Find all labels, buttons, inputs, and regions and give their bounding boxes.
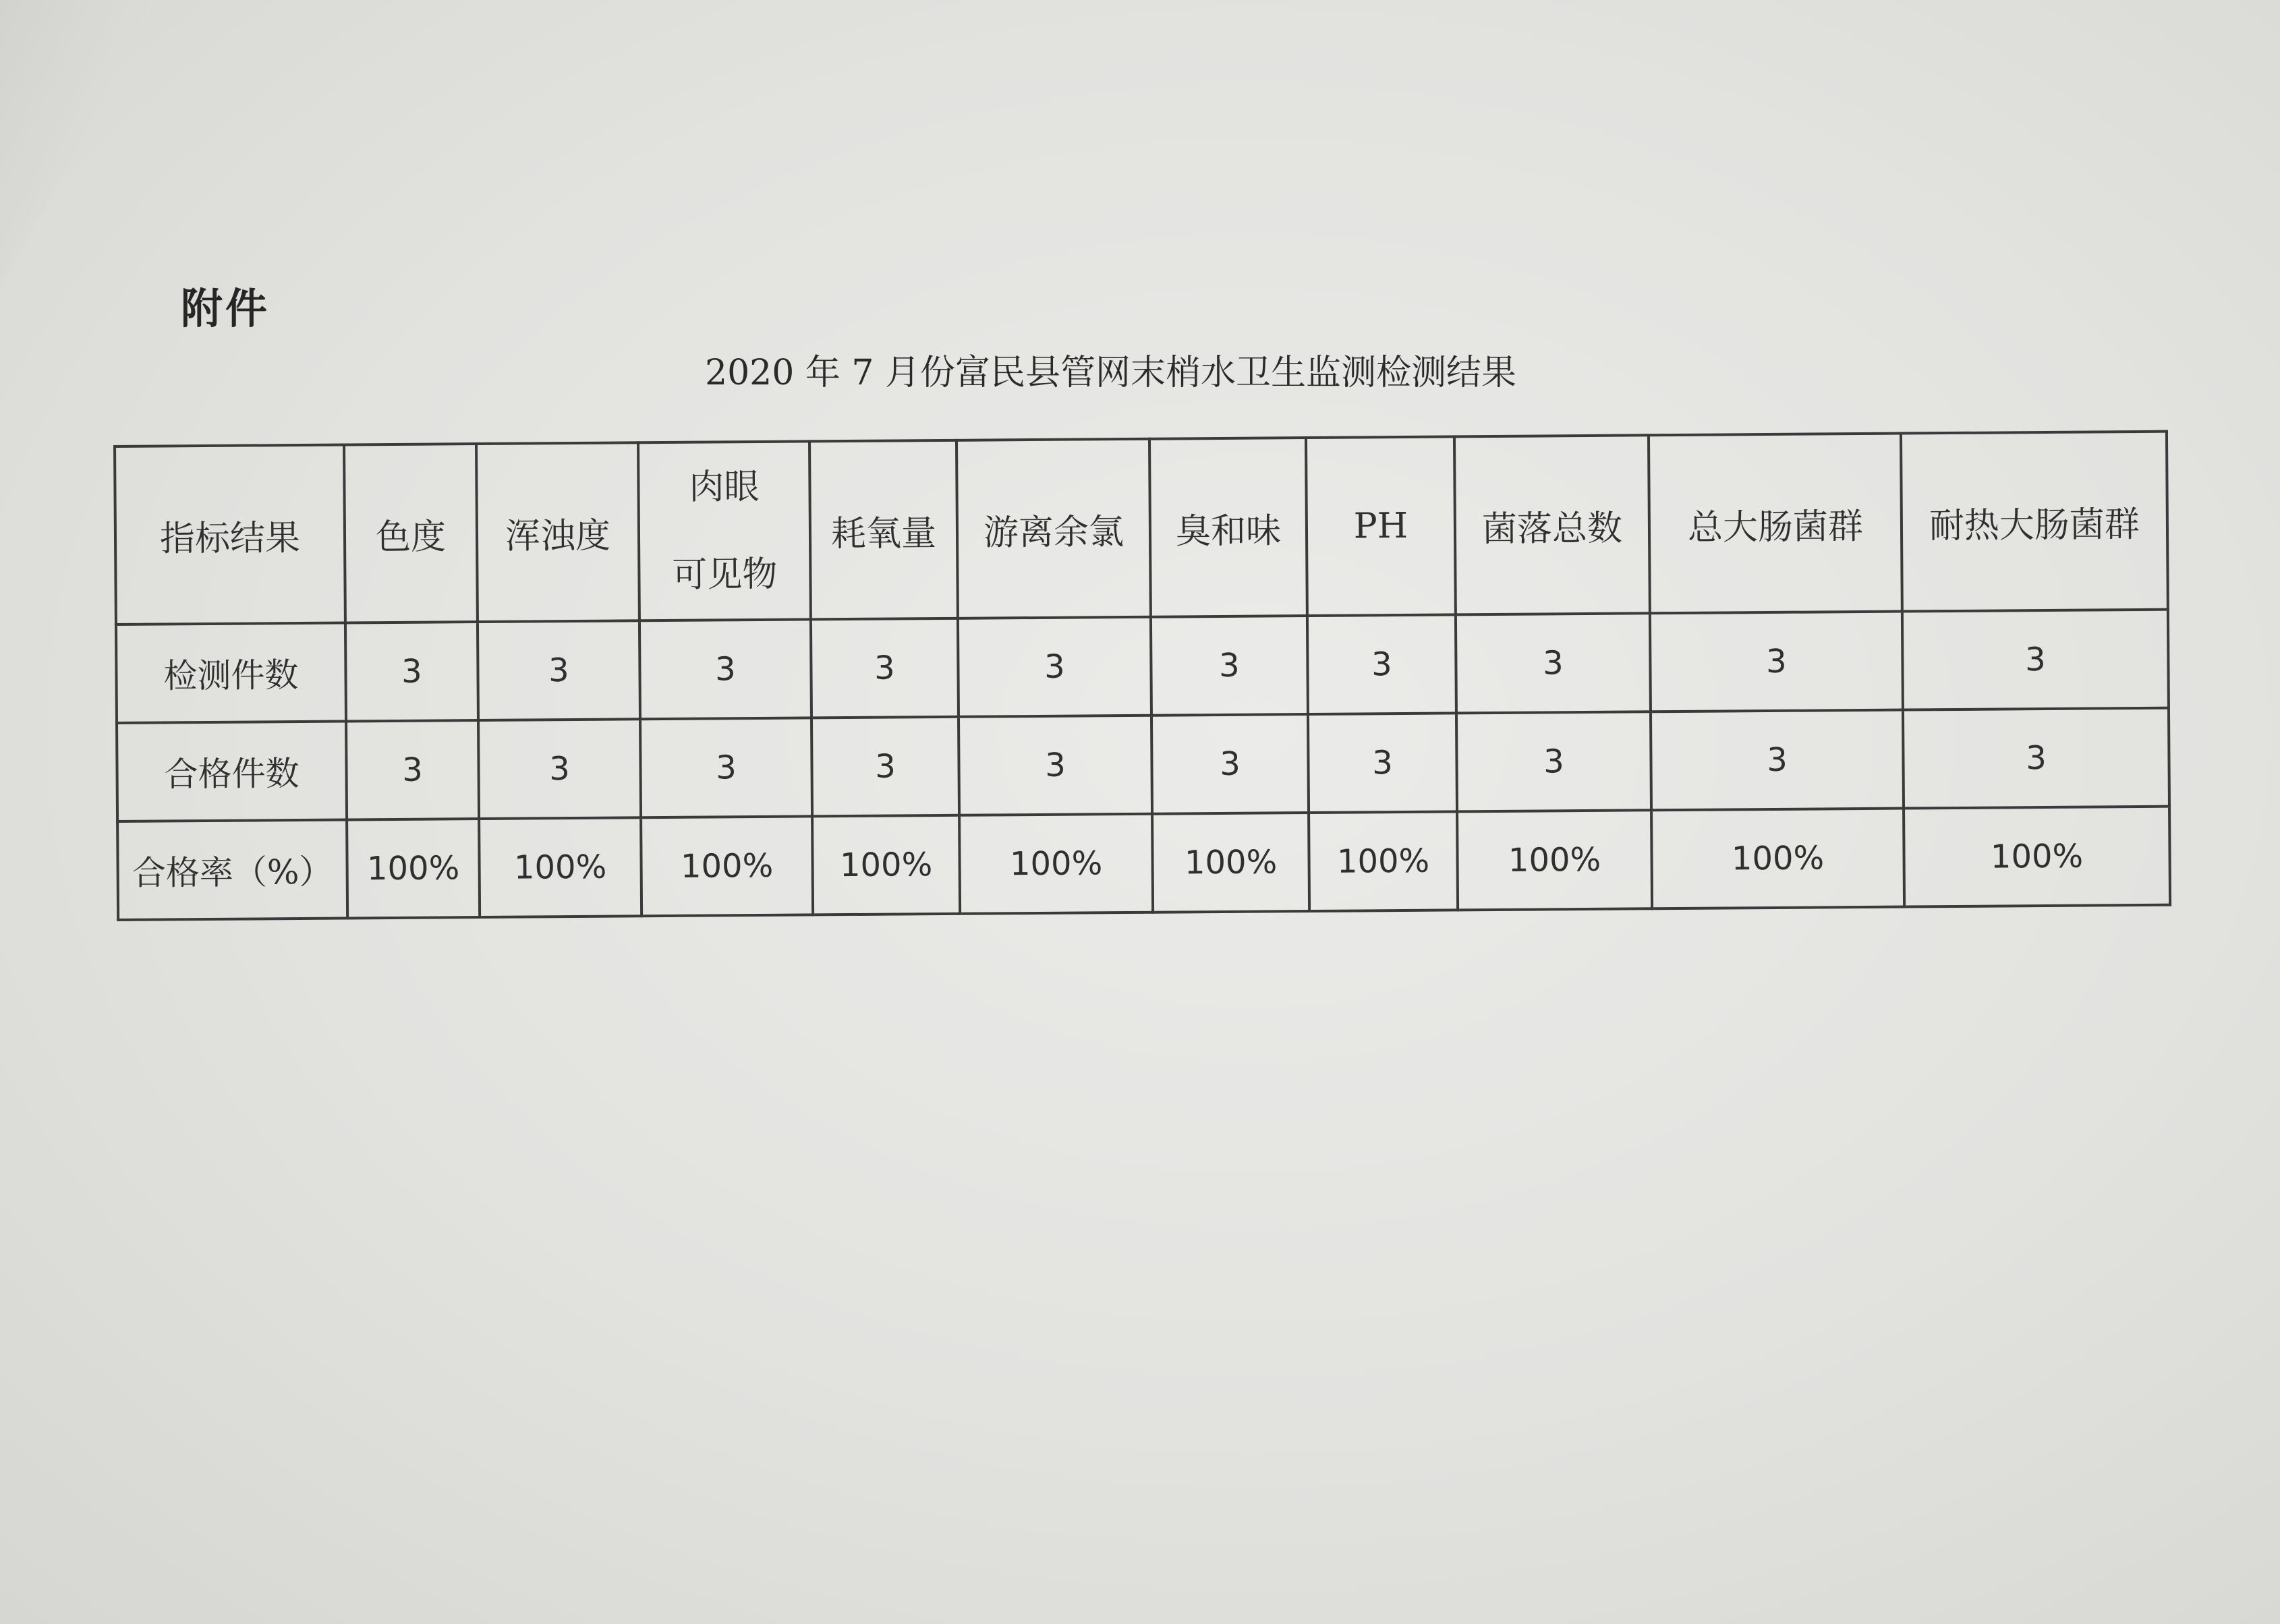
column-header-odor-taste: 臭和味	[1149, 438, 1307, 617]
column-header-free-chlorine: 游离余氯	[957, 439, 1151, 618]
table-cell: 3	[1903, 708, 2169, 809]
table-cell: 3	[959, 716, 1152, 815]
table-cell: 3	[1456, 613, 1651, 713]
attachment-label: 附件	[181, 284, 270, 333]
table-row	[116, 610, 2169, 723]
table-cell: 3	[1650, 612, 1903, 712]
table-cell: 3	[1308, 713, 1457, 813]
table-cell: 100%	[479, 817, 642, 917]
column-header-visible-matter	[638, 441, 811, 620]
table-cell: 3	[640, 718, 812, 817]
table-cell: 3	[478, 620, 640, 720]
column-header-oxygen-consumption: 耗氧量	[809, 440, 958, 620]
row-label-qualified-count: 合格件数	[117, 721, 347, 821]
table-cell: 100%	[1904, 807, 2170, 907]
table-cell: 3	[1151, 714, 1309, 814]
table-cell: 3	[958, 617, 1151, 717]
table-cell: 3	[1307, 614, 1456, 714]
table-cell: 100%	[812, 815, 960, 915]
column-header-turbidity: 浑浊度	[476, 442, 639, 622]
table-cell: 3	[1456, 712, 1651, 811]
column-header-visible-matter-line-2: 可见物	[672, 554, 778, 596]
column-header-total-coliforms: 总大肠菌群	[1649, 434, 1902, 614]
table-cell: 3	[1902, 610, 2169, 710]
table-cell: 3	[1651, 710, 1904, 811]
table-cell: 100%	[347, 819, 480, 918]
table-cell: 3	[811, 618, 959, 718]
column-header-chroma: 色度	[344, 444, 478, 622]
corner-header-cell: 指标结果	[115, 444, 345, 624]
table-cell: 100%	[1651, 809, 1904, 909]
column-header-thermotolerant-coliforms: 耐热大肠菌群	[1901, 432, 2168, 612]
table-cell: 100%	[959, 814, 1153, 914]
table-cell: 3	[1151, 616, 1308, 716]
row-label-pass-rate: 合格率（%）	[117, 819, 347, 919]
row-label-tested-count: 检测件数	[116, 622, 346, 722]
table-header-row	[115, 432, 2168, 625]
table-cell: 100%	[1152, 813, 1309, 912]
table-cell: 100%	[1309, 811, 1458, 911]
table-cell: 100%	[641, 816, 813, 916]
document-title: 2020 年 7 月份富民县管网末梢水卫生监测检测结果	[705, 353, 1517, 393]
column-header-visible-matter-line-1: 肉眼	[689, 466, 760, 508]
table-cell: 100%	[1457, 810, 1652, 910]
results-table	[113, 430, 2171, 921]
paper-fold-shadow	[0, 0, 155, 290]
table-cell: 3	[345, 622, 478, 721]
table-cell: 3	[346, 720, 479, 819]
table-row	[117, 807, 2170, 920]
table-cell: 3	[811, 717, 959, 817]
table-cell: 3	[639, 619, 811, 719]
table-cell: 3	[478, 719, 641, 819]
column-header-colony-count: 菌落总数	[1454, 435, 1650, 614]
table-row	[117, 708, 2169, 821]
column-header-ph: PH	[1306, 436, 1456, 616]
